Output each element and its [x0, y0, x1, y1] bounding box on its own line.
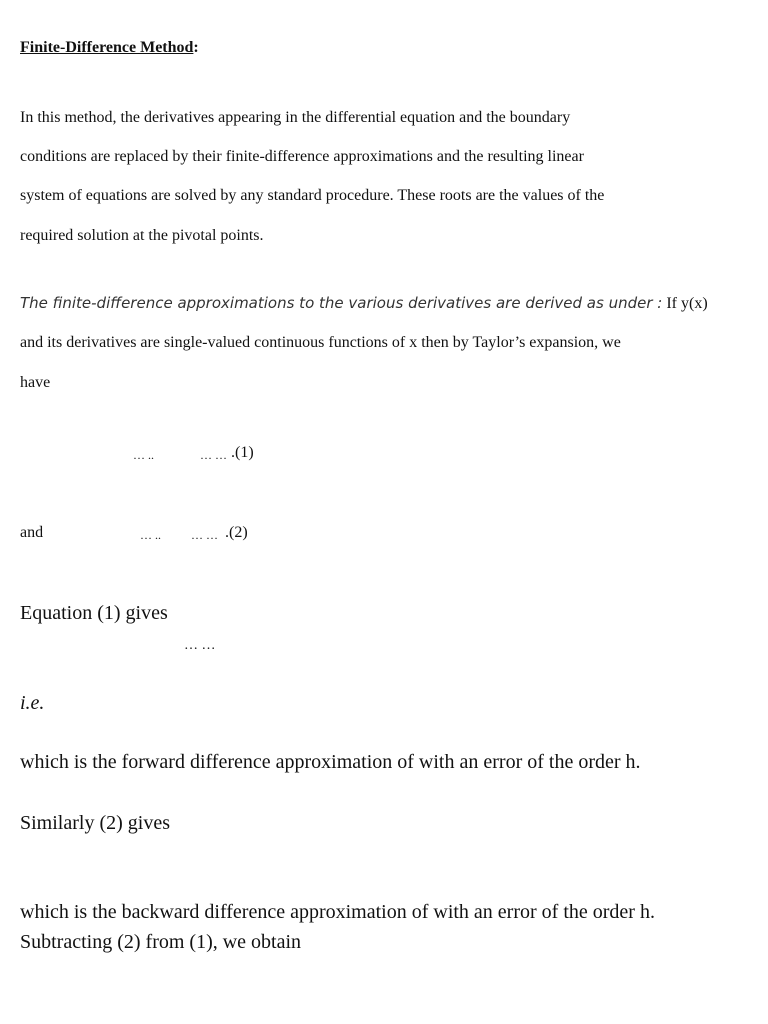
intro-line-4: required solution at the pivotal points.	[20, 227, 264, 244]
taylor-line-1	[20, 296, 708, 312]
taylor-line-3: have	[20, 374, 51, 391]
taylor-italic-lead: The finite-difference approximations to the various derivatives are derived as under :	[20, 294, 663, 312]
ie-text: i.e.	[20, 692, 45, 714]
eq2-dots-a: … ..	[140, 528, 161, 542]
eq2-prefix: and	[20, 524, 44, 541]
taylor-line-2: and its derivatives are single-valued continuous functions of x then by Taylor’s expansion, we	[20, 334, 621, 351]
eq1-label: .(1)	[231, 444, 254, 461]
eq2-dots-b: … …	[191, 528, 218, 542]
intro-line-1: In this method, the derivatives appearing in the differential equation and the boundary	[20, 109, 571, 126]
gives-dots: … …	[184, 638, 216, 653]
subtracting-text: Subtracting (2) from (1), we obtain	[20, 931, 302, 953]
forward-difference-text: which is the forward difference approximation of with an error of the order h.	[20, 751, 641, 773]
intro-line-3: system of equations are solved by any standard procedure. These roots are the values of the	[20, 187, 605, 204]
title-text: Finite-Difference Method	[20, 39, 194, 56]
eq1-gives-text: Equation (1) gives	[20, 602, 168, 624]
intro-line-2: conditions are replaced by their finite-difference approximations and the resulting linear	[20, 148, 584, 165]
eq2-label: .(2)	[225, 524, 248, 541]
taylor-lead-tail: If y(x)	[662, 295, 708, 312]
title-colon: :	[193, 39, 199, 56]
eq1-dots-a: … ..	[133, 448, 154, 462]
eq1-dots-b: … …	[200, 448, 227, 462]
backward-difference-text: which is the backward difference approximation of with an error of the order h.	[20, 901, 655, 923]
page-title	[20, 40, 199, 56]
similarly-text: Similarly (2) gives	[20, 812, 170, 834]
